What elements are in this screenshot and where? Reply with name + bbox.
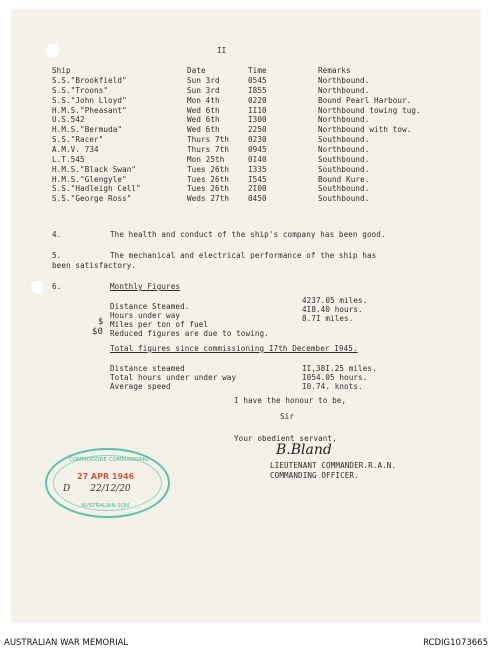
closing-salutation: Sir: [280, 412, 295, 421]
movement-date: Wed 6th: [187, 125, 220, 135]
movement-date: Mon 4th: [187, 95, 220, 105]
movement-remarks: Bound Pearl Harbour.: [318, 95, 412, 105]
movement-time: I300: [248, 115, 267, 125]
monthly-value: 4237.05 miles.: [302, 296, 368, 305]
movement-remarks: Northbound with tow.: [318, 125, 412, 135]
punch-hole: [31, 281, 44, 294]
ship-name: L.T.545: [52, 154, 85, 164]
closing-line: I have the honour to be,: [234, 396, 347, 405]
totals-label: Total hours under under way: [110, 373, 237, 382]
movement-date: Tues 26th: [187, 174, 230, 184]
movement-time: 0450: [248, 194, 267, 204]
ship-name: H.M.S."Black Swan": [52, 164, 137, 174]
ship-name: S.S."John Lloyd": [52, 95, 127, 105]
movement-time: 0I40: [248, 154, 267, 164]
totals-value: I054.05 hours.: [302, 373, 368, 382]
movement-remarks: Northbound.: [318, 76, 370, 85]
ship-name: S.S."Racer": [52, 135, 104, 145]
movement-remarks: Southbound.: [318, 135, 370, 145]
movement-time: 0220: [248, 95, 267, 105]
movement-time: 0545: [248, 76, 267, 85]
page-number: II: [217, 46, 227, 55]
stamp-handwritten-ref: D 22/12/20: [63, 484, 131, 494]
monthly-value: 8.7I miles.: [302, 314, 354, 323]
totals-heading: Total figures since commissioning I7th December I945.: [110, 344, 358, 353]
stamp-date: 27 APR 1946: [77, 472, 135, 481]
movement-remarks: Northbound towing tug.: [318, 105, 421, 115]
para5-text-line1: The mechanical and electrical performance of the ship has: [110, 251, 377, 260]
movement-date: Wed 6th: [187, 105, 220, 115]
archive-footer: [0, 634, 494, 653]
punch-hole: [46, 44, 59, 57]
ship-name: H.M.S."Glengyle": [52, 174, 127, 184]
para4-text: The health and conduct of the ship's company has been good.: [110, 230, 386, 239]
para5-number: 5.: [52, 251, 62, 260]
movement-time: 2I00: [248, 184, 267, 194]
movement-date: Tues 26th: [187, 164, 230, 174]
movement-time: I545: [248, 174, 267, 184]
monthly-figures-heading: Monthly Figures: [110, 282, 181, 291]
column-header-date: Date: [187, 66, 206, 75]
monthly-label: Hours under way: [110, 311, 181, 320]
movement-remarks: Northbound.: [318, 115, 370, 125]
movement-date: Thurs 7th: [187, 144, 230, 154]
archive-name: AUSTRALIAN WAR MEMORIAL: [4, 638, 129, 648]
ship-name: S.S."Troons": [52, 85, 109, 95]
handwritten-mark: $: [98, 317, 104, 327]
handwritten-mark: $0: [92, 327, 104, 337]
totals-label: Distance steamed: [110, 364, 185, 373]
signatory-title: COMMANDING OFFICER.: [270, 471, 359, 480]
movement-remarks: Southbound.: [318, 164, 370, 174]
column-header-ship: Ship: [52, 66, 71, 75]
document-page: [12, 10, 480, 622]
movement-remarks: Bound Kure.: [318, 174, 370, 184]
stamp-bottom-text: AUSTRALIAN SQN: [81, 503, 130, 509]
movement-date: Wed 6th: [187, 115, 220, 125]
totals-value: II,38I.25 miles.: [302, 364, 377, 373]
movement-remarks: Southbound.: [318, 194, 370, 204]
totals-label: Average speed: [110, 382, 171, 391]
movement-date: Tues 26th: [187, 184, 230, 194]
column-header-remarks: Remarks: [318, 66, 351, 75]
ship-name: S.S."Hadleigh Cell": [52, 184, 141, 194]
para5-text-line2: been satisfactory.: [52, 261, 137, 270]
received-stamp: [45, 448, 170, 518]
para4-number: 4.: [52, 230, 62, 239]
movement-time: 2250: [248, 125, 267, 135]
movement-remarks: Southbound.: [318, 184, 370, 194]
ship-name: A.M.V. 734: [52, 144, 99, 154]
signature: B.Bland: [276, 442, 332, 458]
movement-date: Weds 27th: [187, 194, 230, 204]
monthly-label: Miles per ton of fuel: [110, 320, 209, 329]
ship-name: U.S.542: [52, 115, 85, 125]
totals-value: I0.74. knots.: [302, 382, 363, 391]
movement-remarks: Southbound.: [318, 154, 370, 164]
movement-time: 0230: [248, 135, 267, 145]
movement-date: Mon 25th: [187, 154, 225, 164]
movement-date: Thurs 7th: [187, 135, 230, 145]
movement-time: I335: [248, 164, 267, 174]
signatory-rank: LIEUTENANT COMMANDER.R.A.N.: [270, 461, 397, 470]
closing-servant: Your obedient servant,: [234, 434, 337, 443]
archive-id: RCDIG1073665: [423, 638, 488, 648]
movement-time: I855: [248, 85, 267, 95]
movement-date: Sun 3rd: [187, 85, 220, 95]
movement-time: 0945: [248, 144, 267, 154]
monthly-value: 4I8.40 hours.: [302, 305, 363, 314]
movement-date: Sun 3rd: [187, 76, 220, 85]
ship-name: S.S."George Ross": [52, 194, 132, 204]
ship-name: S.S."Brookfield": [52, 76, 127, 85]
ship-name: H.M.S."Bermuda": [52, 125, 123, 135]
column-header-time: Time: [248, 66, 267, 75]
monthly-label: Distance Steamed.: [110, 302, 190, 311]
stamp-top-text: COMMODORE COMMANDING: [69, 457, 149, 463]
ship-name: H.M.S."Pheasant": [52, 105, 127, 115]
movement-time: II10: [248, 105, 267, 115]
para6-number: 6.: [52, 282, 62, 291]
movement-remarks: Northbound.: [318, 144, 370, 154]
movement-remarks: Northbound.: [318, 85, 370, 95]
reduced-figures-note: Reduced figures are due to towing.: [110, 329, 269, 338]
